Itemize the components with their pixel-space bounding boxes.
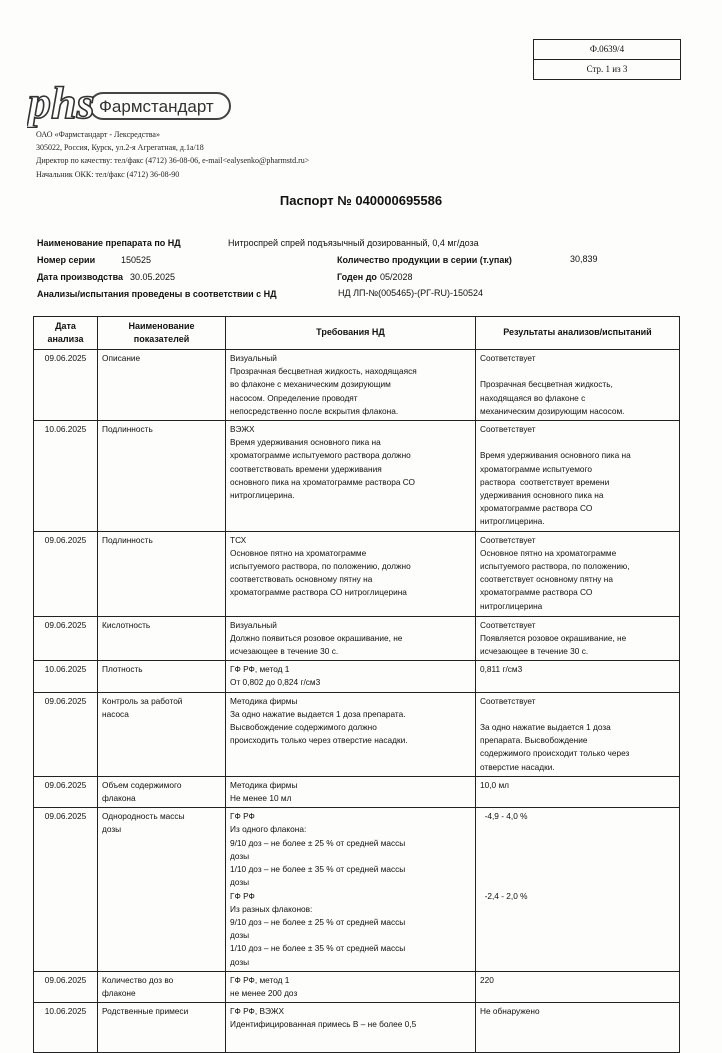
cell-result: 220 [476, 971, 680, 1002]
col-requirements-header: Требования НД [226, 317, 476, 350]
cell-requirement: ТСХ Основное пятно на хроматограмме испытуемого раствора, по положению, должно соответствовать основному пятну на хроматограмме раствора СО нитроглицерина [226, 531, 476, 616]
cell-date: 10.06.2025 [34, 421, 98, 532]
cell-requirement: Визуальный Должно появиться розовое окрашивание, не исчезающее в течение 30 с. [226, 616, 476, 661]
table-row [34, 531, 680, 616]
cell-result: 10,0 мл [476, 776, 680, 807]
cell-result: 0,811 г/см3 [476, 661, 680, 692]
cell-result: Не обнаружено [476, 1003, 680, 1053]
okk-head-contact: Начальник ОКК: тел/факс (4712) 36-08-90 [36, 169, 180, 179]
cell-indicator: Подлинность [98, 421, 226, 532]
cell-date: 09.06.2025 [34, 616, 98, 661]
cell-requirement: ГФ РФ, метод 1 От 0,802 до 0,824 г/см3 [226, 661, 476, 692]
cell-date: 10.06.2025 [34, 661, 98, 692]
expiry-value: 05/2028 [380, 272, 413, 282]
form-code: Ф.0639/4 [589, 44, 625, 54]
col-name-header: Наименование показателей [98, 317, 226, 350]
cell-result: Соответствует Основное пятно на хроматограмме испытуемого раствора, по положению, соответствует основному пятну на хроматограмме раствора СО нитроглицерина [476, 531, 680, 616]
cell-result: Соответствует Время удерживания основного пика на хроматограмме испытуемого раствора соответствует времени удерживания основного пика на хроматограмме раствора СО нитроглицерина. [476, 421, 680, 532]
cell-date: 09.06.2025 [34, 350, 98, 421]
cell-requirement: Методика фирмы За одно нажатие выдается 1 доза препарата. Высвобождение содержимого должно происходить только через отверстие насадки. [226, 692, 476, 776]
cell-indicator: Объем содержимого флакона [98, 776, 226, 807]
company-address: 305022, Россия, Курск, ул.2-я Агрегатная, д.1а/18 [36, 143, 204, 153]
form-code-box [533, 39, 681, 80]
cell-result: Соответствует Прозрачная бесцветная жидкость, находящаяся во флаконе с механическим дозирующим насосом. [476, 350, 680, 421]
table-row [34, 971, 680, 1002]
table-row [34, 661, 680, 692]
drug-name-label: Наименование препарата по НД [37, 238, 181, 248]
cell-result: -4,9 - 4,0 % -2,4 - 2,0 % [476, 808, 680, 971]
cell-requirement: ГФ РФ Из одного флакона: 9/10 доз – не более ± 25 % от средней массы дозы 1/10 доз – не более ± 35 % от средней массы дозы ГФ РФ Из разных флаконов: 9/10 доз – не более ± 25 % от средней массы дозы 1/10 доз – не более ± 35 % от средней массы дозы [226, 808, 476, 971]
page-number: Стр. 1 из 3 [534, 59, 680, 79]
table-header-row [34, 317, 680, 350]
cell-requirement: ВЭЖХ Время удерживания основного пика на хроматограмме испытуемого раствора должно соответствовать времени удерживания основного пика на хроматограмме раствора СО нитроглицерина. [226, 421, 476, 532]
analysis-standard-label: Анализы/испытания проведены в соответствии с НД [37, 289, 277, 299]
cell-indicator: Родственные примеси [98, 1003, 226, 1053]
table-row [34, 808, 680, 971]
cell-requirement: Методика фирмы Не менее 10 мл [226, 776, 476, 807]
cell-indicator: Однородность массы дозы [98, 808, 226, 971]
cell-date: 09.06.2025 [34, 531, 98, 616]
table-row [34, 692, 680, 776]
table-row [34, 350, 680, 421]
cell-indicator: Описание [98, 350, 226, 421]
cell-result: Соответствует За одно нажатие выдается 1 доза препарата. Высвобождение содержимого происходит только через отверстие насадки. [476, 692, 680, 776]
logo-mark: phs [28, 77, 95, 128]
cell-result: Соответствует Появляется розовое окрашивание, не исчезающее в течение 30 с. [476, 616, 680, 661]
expiry-label: Годен до [337, 272, 377, 282]
cell-indicator: Кислотность [98, 616, 226, 661]
company-name: ОАО «Фармстандарт - Лексредства» [36, 130, 160, 139]
quantity-value: 30,839 [570, 254, 598, 264]
drug-name-value: Нитроспрей спрей подъязычный дозированный, 0,4 мг/доза [228, 238, 479, 248]
cell-date: 09.06.2025 [34, 808, 98, 971]
production-date-label: Дата производства [37, 272, 123, 282]
cell-requirement: ГФ РФ, метод 1 не менее 200 доз [226, 971, 476, 1002]
table-row [34, 616, 680, 661]
cell-requirement: Визуальный Прозрачная бесцветная жидкость, находящаяся во флаконе с механическим дозирующим насосом. Определение проводят непосредственно после вскрытия флакона. [226, 350, 476, 421]
cell-date: 09.06.2025 [34, 971, 98, 1002]
cell-indicator: Плотность [98, 661, 226, 692]
cell-date: 10.06.2025 [34, 1003, 98, 1053]
table-row [34, 776, 680, 807]
quantity-label: Количество продукции в серии (т.упак) [337, 255, 512, 265]
cell-requirement: ГФ РФ, ВЭЖХ Идентифицированная примесь В – не более 0,5 [226, 1003, 476, 1053]
quality-director-contact: Директор по качеству: тел/факс (4712) 36-08-06, e-mail<ealysenko@pharmstd.ru> [36, 156, 310, 166]
cell-indicator: Контроль за работой насоса [98, 692, 226, 776]
company-block [36, 128, 309, 181]
cell-date: 09.06.2025 [34, 692, 98, 776]
production-date-value: 30.05.2025 [130, 272, 176, 282]
table-row [34, 1003, 680, 1053]
table-body [34, 350, 680, 1053]
series-label: Номер серии [37, 255, 96, 265]
cell-indicator: Подлинность [98, 531, 226, 616]
col-results-header: Результаты анализов/испытаний [476, 317, 680, 350]
cell-date: 09.06.2025 [34, 776, 98, 807]
series-value: 150525 [121, 255, 152, 265]
col-date-header: Дата анализа [34, 317, 98, 350]
passport-title: Паспорт № 040000695586 [279, 193, 443, 208]
pharmstandard-logo [27, 76, 232, 128]
logo-name: Фармстандарт [99, 97, 214, 116]
analysis-results-table [33, 316, 680, 1053]
analysis-standard-value: НД ЛП-№(005465)-(РГ-RU)-150524 [338, 288, 484, 298]
table-row [34, 421, 680, 532]
cell-indicator: Количество доз во флаконе [98, 971, 226, 1002]
